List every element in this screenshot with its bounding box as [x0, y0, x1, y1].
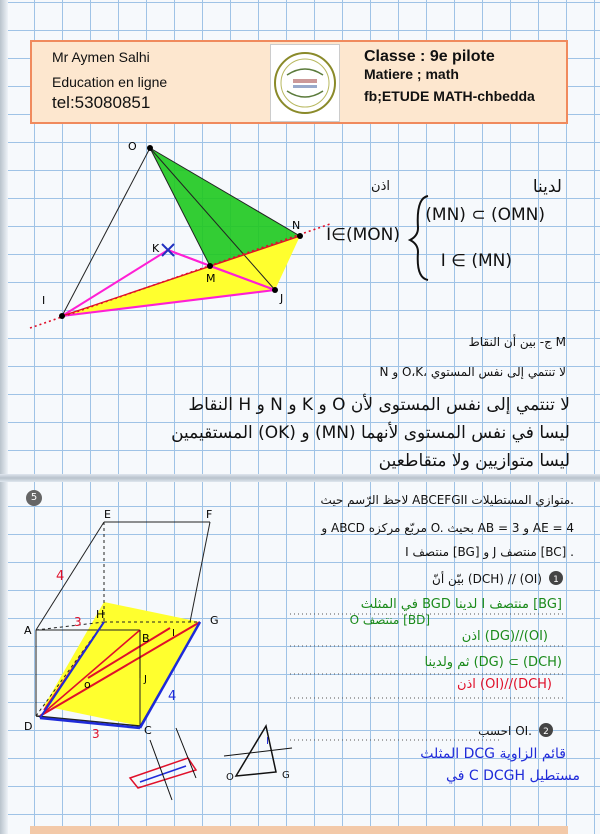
label-i2: I	[172, 628, 175, 639]
label-o2: o	[84, 678, 91, 691]
hand-i-in-mon: I∈(MON)	[326, 225, 400, 245]
sketch-label-o: O	[226, 772, 234, 783]
class-label: Classe : 9e pilote	[364, 48, 495, 65]
subject-label: Matiere ; math	[364, 66, 459, 82]
exercise-line3: I منتصف [BG] و J منتصف [BC] .	[405, 545, 574, 559]
hand-num-ae: 4	[56, 569, 65, 584]
exercise-line2: و ABCD مربّع مركزه O. بحيث AB = 3 و AE = 4	[321, 521, 574, 535]
hand-red-5: اذن (OI)//(DCH)	[456, 677, 552, 692]
label-m: M	[206, 272, 216, 285]
bottom-band	[30, 826, 568, 834]
label-c: C	[144, 724, 152, 737]
label-f: F	[206, 508, 213, 521]
hand-blue-2: في C DCGH مستطيل	[446, 768, 580, 784]
label-b: B	[142, 632, 150, 645]
figure-tetrahedron	[0, 128, 600, 474]
hand-num-dc: 3	[92, 727, 100, 741]
hand-num-ab: 3	[74, 615, 82, 629]
hand-i-in-mn: I ∈ (MN)	[440, 251, 512, 271]
label-k: K	[152, 242, 160, 255]
hand-green-1: في المثلث BGD لدينا I منتصف [BG]	[360, 597, 562, 612]
header-right	[364, 48, 535, 104]
school-logo	[270, 44, 340, 122]
label-d: D	[24, 720, 33, 733]
sketch-parallelogram	[130, 728, 196, 800]
hand-green-4: ثم ولدينا (DG) ⊂ (DCH)	[424, 655, 562, 670]
label-a: A	[24, 624, 32, 637]
facebook-label: fb;ETUDE MATH-chbedda	[364, 88, 535, 104]
phone-number: tel:53080851	[52, 92, 151, 112]
education-label: Education en ligne	[52, 73, 168, 90]
hand-blue-1: المثلث DCG قائم الزاوية	[420, 746, 566, 762]
hand-answer-line3: ليسا متوازيين ولا متقاطعين	[378, 451, 570, 471]
hand-answer-line1: النقاط H و N و K و O لا تنتمي إلى نفس المستوى لأن	[188, 395, 570, 415]
svg-text:2: 2	[543, 727, 549, 737]
label-j2: J	[144, 674, 147, 685]
question-1: بيّن أنّ (DCH) // (OI)	[432, 572, 542, 586]
exercise-line1: لاحظ الرّسم حيث ABCEFGII متوازي المستطيلات.	[320, 493, 574, 507]
label-o: O	[128, 140, 137, 153]
hand-green-3: اذن (DG)//(OI)	[461, 629, 548, 644]
question-c-line1: ج- بين أن النقاط M	[468, 335, 566, 349]
svg-text:1: 1	[553, 575, 559, 585]
hand-answer-line2: المستقيمين (OK) و (MN) ليسا في نفس المستوى لأنهما	[171, 423, 570, 443]
sketch-triangle	[224, 726, 292, 783]
teacher-name: Mr Aymen Salhi	[52, 49, 150, 65]
sketch-label-g: G	[282, 770, 290, 781]
hand-num-gc: 4	[168, 689, 177, 704]
label-n: N	[292, 219, 301, 232]
exercise-5-area	[0, 482, 600, 826]
label-g: G	[210, 614, 219, 627]
hand-lanna: لدينا	[532, 177, 562, 197]
hand-mn-subset: (MN) ⊂ (OMN)	[425, 205, 545, 225]
hand-adhan: اذن	[371, 179, 390, 194]
figure-parallelepiped	[36, 522, 210, 728]
question-2: احسب OI.	[478, 724, 532, 738]
label-e: E	[104, 508, 111, 521]
question-c-line2: N و O،K، لا تنتمي إلى نفس المستوي	[379, 365, 566, 379]
label-h: H	[96, 608, 105, 621]
header-box	[30, 40, 568, 124]
hand-green-2: O منتصف [BD]	[349, 613, 430, 627]
exercise-number-badge: 5	[26, 490, 42, 506]
sketch-label-i: I	[266, 736, 269, 747]
page-fold	[0, 474, 600, 482]
header-left	[52, 48, 167, 115]
label-j: J	[280, 292, 284, 305]
label-i: I	[42, 294, 46, 307]
